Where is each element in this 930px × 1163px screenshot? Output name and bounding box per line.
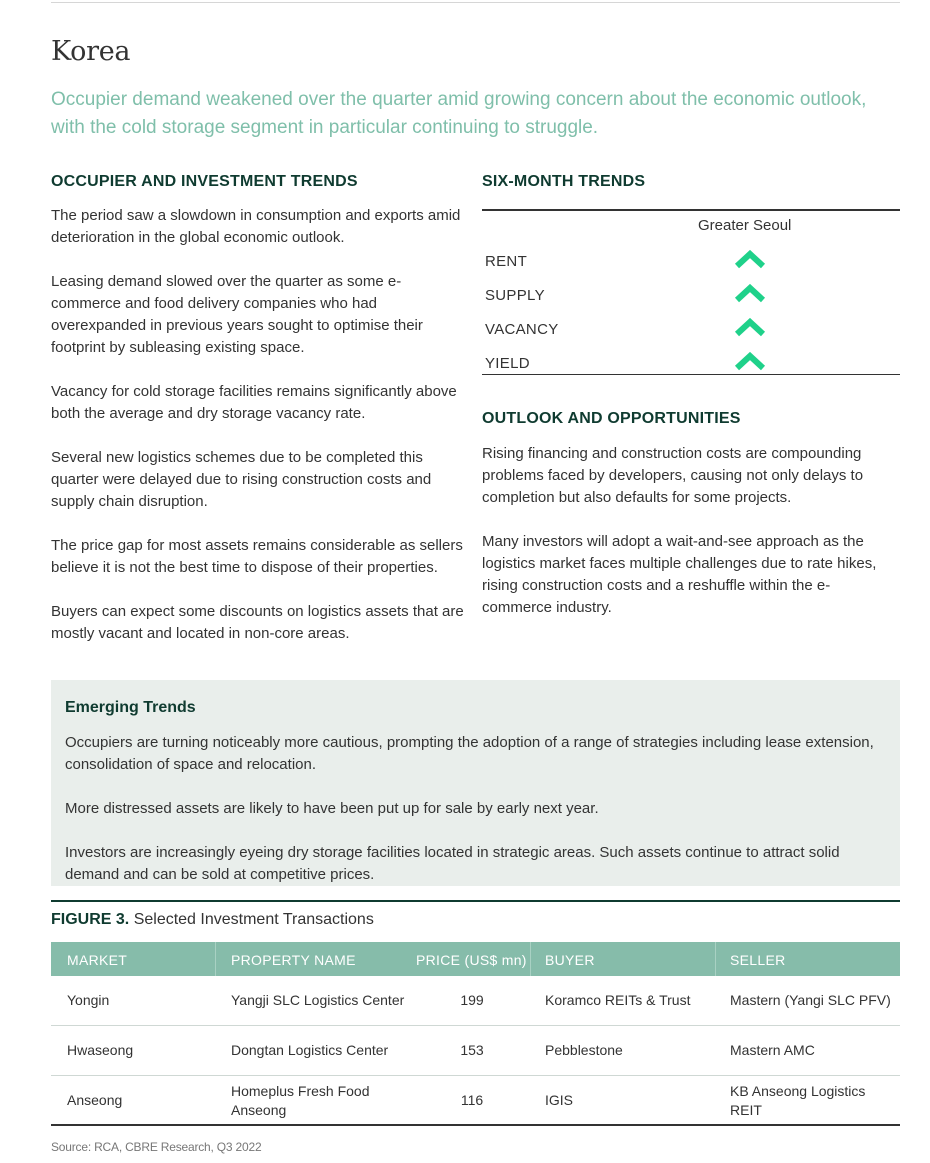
trend-label: SUPPLY (485, 287, 545, 304)
cell-property: Homeplus Fresh Food Anseong (231, 1082, 370, 1118)
column-separator (215, 942, 216, 976)
emerging-paragraph: Investors are increasingly eyeing dry storage facilities located in strategic areas. Such assets continue to attract solid demand and can be sold at competitive prices. (65, 844, 840, 883)
column-separator (530, 942, 531, 976)
cell-property: Dongtan Logistics Center (231, 1042, 389, 1058)
cell-buyer: Pebblestone (545, 1042, 623, 1058)
figure-divider (51, 900, 900, 902)
occupier-paragraph: Several new logistics schemes due to be completed this quarter were delayed due to rising construction costs and supply chain disruption. (51, 449, 432, 510)
column-header-property: PROPERTY NAME (231, 952, 356, 968)
emerging-trends-title: Emerging Trends (65, 699, 196, 716)
emerging-paragraph: Occupiers are turning noticeably more cautious, prompting the adoption of a range of strategies including lease extension, consolidation of space and relocation. (65, 734, 874, 773)
table-row (51, 976, 900, 1026)
lead-paragraph: Occupier demand weakened over the quarter amid growing concern about the economic outlook, with the cold storage segment in particular continuing to struggle. (51, 89, 867, 138)
figure-title: Selected Investment Transactions (133, 911, 374, 928)
trend-row-rent (482, 245, 900, 279)
cell-buyer: IGIS (545, 1092, 574, 1108)
outlook-paragraph: Rising financing and construction costs are compounding problems faced by developers, causing not only delays to completion but also defaults for some projects. (482, 445, 864, 506)
column-header-seller: SELLER (730, 952, 786, 968)
cell-market: Hwaseong (67, 1042, 134, 1058)
trend-column-header: Greater Seoul (698, 217, 792, 234)
table-row (51, 1076, 900, 1126)
six-month-trends-table (482, 209, 900, 375)
table-row (51, 1026, 900, 1076)
occupier-paragraph: The period saw a slowdown in consumption and exports amid deterioration in the global economic outlook. (51, 207, 461, 246)
emerging-trends-body (65, 732, 875, 908)
arrow-up-icon (732, 249, 768, 271)
cell-buyer: Koramco REITs & Trust (545, 992, 691, 1008)
trend-row-yield (482, 347, 900, 381)
occupier-trends-body (51, 205, 466, 667)
outlook-heading: OUTLOOK AND OPPORTUNITIES (482, 410, 741, 427)
transactions-table (51, 942, 900, 1126)
outlook-body (482, 443, 900, 641)
six-month-trends-heading: SIX-MONTH TRENDS (482, 173, 646, 190)
cell-seller: Mastern AMC (730, 1042, 815, 1058)
column-separator (715, 942, 716, 976)
source-note: Source: RCA, CBRE Research, Q3 2022 (51, 1140, 262, 1154)
occupier-paragraph: Leasing demand slowed over the quarter as some e-commerce and food delivery companies who had overexpanded in previous years sought to optimise their footprint by subleasing existing space. (51, 273, 423, 356)
arrow-up-icon (732, 351, 768, 373)
table-header-row (51, 942, 900, 976)
trend-row-supply (482, 279, 900, 313)
trend-label: YIELD (485, 355, 530, 372)
outlook-paragraph: Many investors will adopt a wait-and-see approach as the logistics market faces multiple challenges due to rate hikes, rising construction costs and a reshuffle within the e-commerce industry. (482, 533, 877, 616)
cell-price: 153 (460, 1042, 484, 1058)
emerging-trends-panel (51, 680, 900, 886)
figure-label: FIGURE 3. (51, 911, 130, 928)
cell-seller: KB Anseong Logistics REIT (730, 1082, 866, 1118)
arrow-up-icon (732, 283, 768, 305)
cell-price: 116 (460, 1092, 484, 1108)
occupier-paragraph: The price gap for most assets remains considerable as sellers believe it is not the best time to dispose of their properties. (51, 537, 463, 576)
cell-market: Yongin (67, 992, 110, 1008)
trend-label: RENT (485, 253, 528, 270)
column-header-price: PRICE (US$ mn) (416, 952, 527, 968)
cell-price: 199 (460, 992, 484, 1008)
top-divider (51, 2, 900, 3)
occupier-paragraph: Vacancy for cold storage facilities remains significantly above both the average and dry storage vacancy rate. (51, 383, 457, 422)
page-title: Korea (51, 36, 131, 67)
occupier-trends-heading: OCCUPIER AND INVESTMENT TRENDS (51, 173, 358, 190)
cell-property: Yangji SLC Logistics Center (231, 992, 405, 1008)
emerging-paragraph: More distressed assets are likely to have been put up for sale by early next year. (65, 800, 599, 817)
figure-caption (51, 911, 374, 929)
cell-market: Anseong (67, 1092, 123, 1108)
trend-row-vacancy (482, 313, 900, 347)
column-header-buyer: BUYER (545, 952, 595, 968)
trend-label: VACANCY (485, 321, 559, 338)
occupier-paragraph: Buyers can expect some discounts on logistics assets that are mostly vacant and located in non-core areas. (51, 603, 464, 642)
column-header-market: MARKET (67, 952, 128, 968)
arrow-up-icon (732, 317, 768, 339)
cell-seller: Mastern (Yangi SLC PFV) (730, 992, 891, 1008)
